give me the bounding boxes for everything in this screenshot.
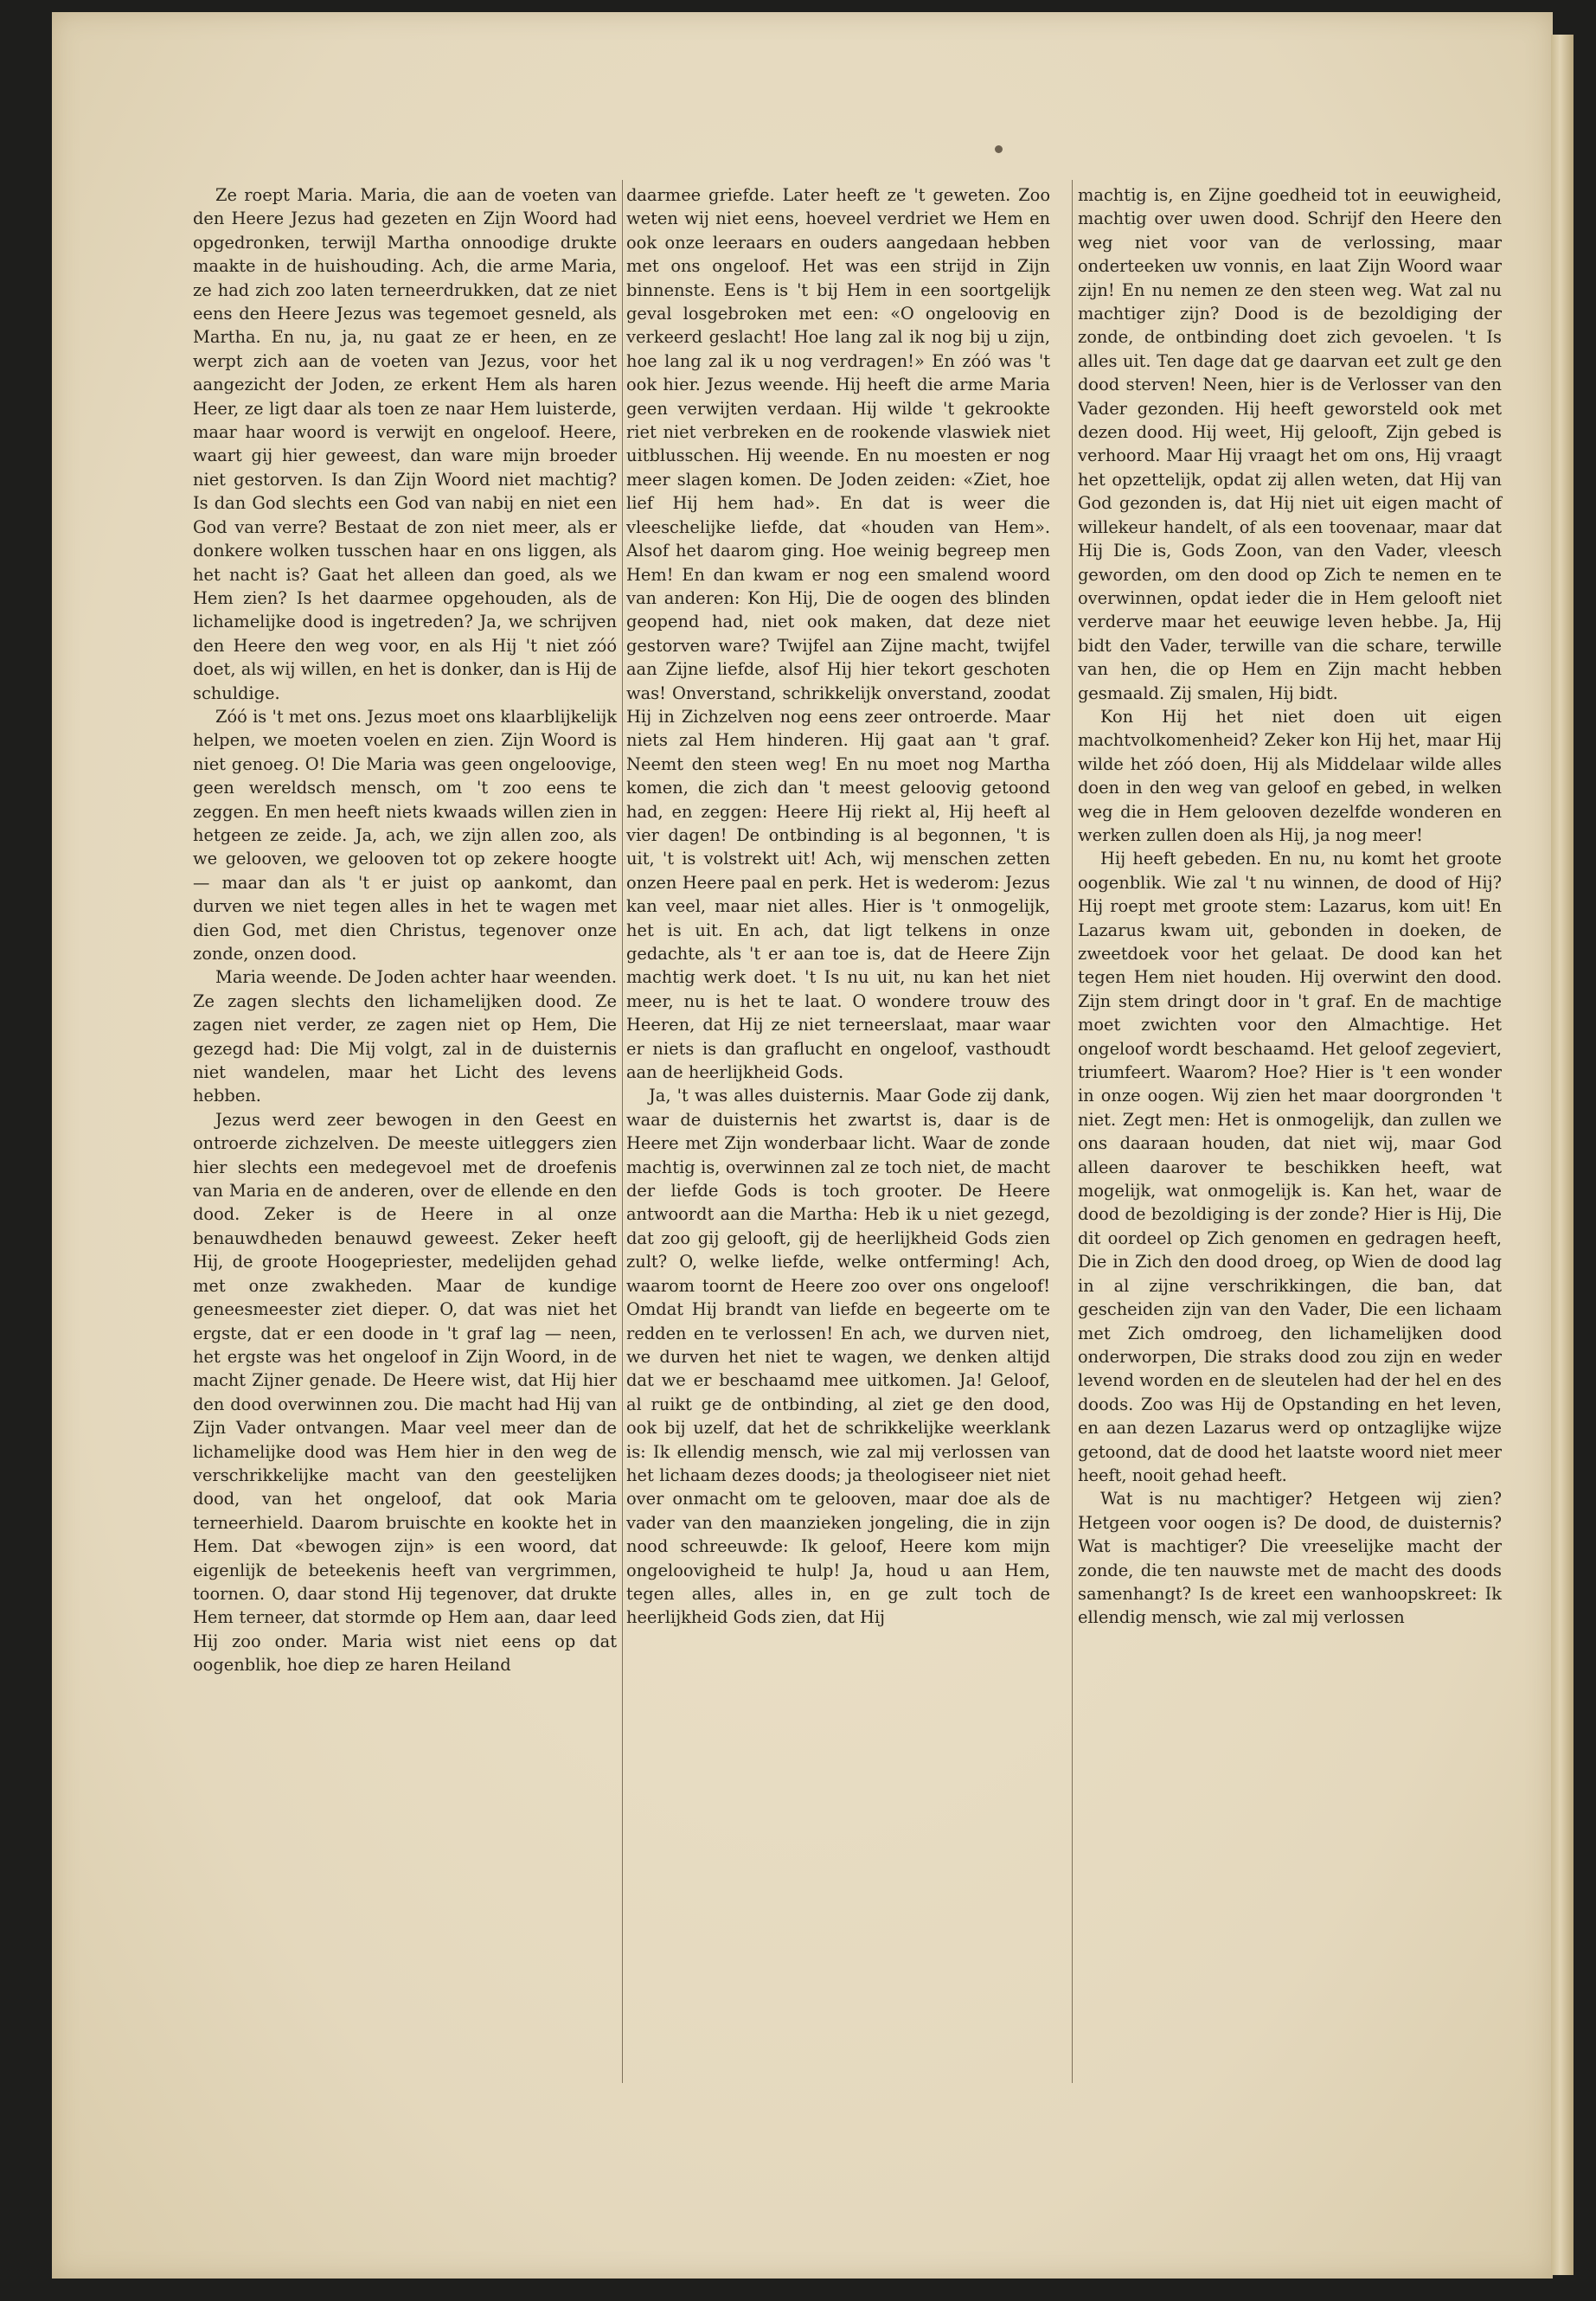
paragraph: machtig is, en Zijne goedheid tot in eeuwigheid, machtig over uwen dood. Schrijf den Heere den weg niet voor van de verlossing, maar onderteeken uw vonnis, en laat Zijn Woord waar zijn! En nu nemen ze den steen weg. Wat zal nu machtiger zijn? Dood is de bezoldiging der zonde, de ontbinding doet zich gevoelen. 't Is alles uit. Ten dage dat ge daarvan eet zult ge den dood sterven! Neen, hier is de Verlosser van den Vader gezonden. Hij heeft geworsteld ook met dezen dood. Hij weet, Hij gelooft, Zijn gebed is verhoord. Maar Hij vraagt het om ons, Hij vraagt het opzettelijk, opdat zij allen weten, dat Hij van God gezonden is, dat Hij niet uit eigen macht of willekeur handelt, of als een toovenaar, maar dat Hij Die is, Gods Zoon, van den Vader, vleesch geworden, om den dood op Zich te nemen en te overwinnen, opdat ieder die in Hem gelooft niet verderve maar het eeuwige leven hebbe. Ja, Hij bidt den Vader, terwille van die schare, terwille van hen, die op Hem en Zijn macht hebben gesmaald. Zij smalen, Hij bidt. — [1078, 185, 1502, 703]
text-column-3 — [1078, 183, 1502, 1630]
text-column-2 — [626, 183, 1050, 1630]
binding-edge — [1551, 35, 1574, 2275]
paragraph: Zóó is 't met ons. Jezus moet ons klaarblijkelijk helpen, we moeten voelen en zien. Zijn Woord is niet genoeg. O! Die Maria was geen ongeloovige, geen wereldsch mensch, om 't zoo eens te zeggen. En men heeft niets kwaads willen zien in hetgeen ze zeide. Ja, ach, we zijn allen zoo, als we gelooven, we gelooven tot op zekere hoogte — maar dan als 't er juist op aankomt, dan durven we niet tegen alles in het te wagen met dien God, met dien Christus, tegenover onze zonde, onzen dood. — [193, 706, 617, 964]
paragraph: Hij heeft gebeden. En nu, nu komt het groote oogenblik. Wie zal 't nu winnen, de dood of Hij? Hij roept met groote stem: Lazarus, kom uit! En Lazarus kwam uit, gebonden in doeken, de zweetdoek voor het gelaat. De dood kan het tegen Hem niet houden. Hij overwint den dood. Zijn stem dringt door in 't graf. En de machtige moet zwichten voor den Almachtige. Het ongeloof wordt beschaamd. Het geloof zegeviert, triumfeert. Waarom? Hoe? Hier is 't een wonder in onze oogen. Wij zien het maar doorgronden 't niet. Zegt men: Het is onmogelijk, dan zullen we ons daaraan houden, dat niet wij, maar God alleen daarover te beschikken heeft, wat mogelijk, wat onmogelijk is. Kan het, waar de dood de bezoldiging is der zonde? Hier is Hij, Die dit oordeel op Zich genomen en gedragen heeft, Die in Zich den dood droeg, op Wien de dood lag in al zijne verschrikkingen, die ban, dat gescheiden zijn van den Vader, Die een lichaam met Zich omdroeg, den lichamelijken dood onderworpen, Die straks dood zou zijn en weder levend worden en de sleutelen had der hel en des doods. Zoo was Hij de Opstanding en het leven, en aan dezen Lazarus werd op ontzaglijke wijze getoond, dat de dood het laatste woord niet meer heeft, nooit gehad heeft. — [1078, 849, 1502, 1485]
paragraph: Jezus werd zeer bewogen in den Geest en ontroerde zichzelven. De meeste uitleggers zien hier slechts een medegevoel met de droefenis van Maria en de anderen, over de ellende en den dood. Zeker is de Heere in al onze benauwdheden benauwd geweest. Zeker heeft Hij, de groote Hoogepriester, medelijden gehad met onze zwakheden. Maar de kundige geneesmeester ziet dieper. O, dat was niet het ergste, dat er een doode in 't graf lag — neen, het ergste was het ongeloof in Zijn Woord, in de macht Zijner genade. De Heere wist, dat Hij hier den dood overwinnen zou. Die macht had Hij van Zijn Vader ontvangen. Maar veel meer dan de lichamelijke dood was Hem hier in den weg de verschrikkelijke macht van den geestelijken dood, van het ongeloof, dat ook Maria terneerhield. Daarom bruischte en kookte het in Hem. Dat «bewogen zijn» is een woord, dat eigenlijk de beteekenis heeft van vergrimmen, toornen. O, daar stond Hij tegenover, dat drukte Hem terneer, dat stormde op Hem aan, daar leed Hij zoo onder. Maria wist niet eens op dat oogenblik, hoe diep ze haren Heiland — [193, 1109, 617, 1676]
paragraph: Maria weende. De Joden achter haar weenden. Ze zagen slechts den lichamelijken dood. Ze zagen niet verder, ze zagen niet op Hem, Die gezegd had: Die Mij volgt, zal in de duisternis niet wandelen, maar het Licht des levens hebben. — [193, 967, 617, 1106]
text-column-1 — [193, 183, 617, 1677]
paragraph: Wat is nu machtiger? Hetgeen wij zien? Hetgeen voor oogen is? De dood, de duisternis? Wat is machtiger? Die vreeselijke macht der zonde, die ten nauwste met de macht des doods samenhangt? Is de kreet een wanhoopskreet: Ik ellendig mensch, wie zal mij verlossen — [1078, 1489, 1502, 1628]
paragraph: Ja, 't was alles duisternis. Maar Gode zij dank, waar de duisternis het zwartst is, daar is de Heere met Zijn wonderbaar licht. Waar de zonde machtig is, overwinnen zal ze toch niet, de macht der liefde Gods is toch grooter. De Heere antwoordt aan die Martha: Heb ik u niet gezegd, dat zoo gij gelooft, gij de heerlijkheid Gods zien zult? O, welke liefde, welke ontferming! Ach, waarom toornt de Heere zoo over ons ongeloof! Omdat Hij brandt van liefde en begeerte om te redden en te verlossen! En ach, we durven niet, we durven het niet te wagen, we denken altijd dat we er beschaamd mee uitkomen. Ja! Geloof, al ruikt ge de ontbinding, al ziet ge den dood, ook bij uzelf, dat het de schrikkelijke weerklank is: Ik ellendig mensch, wie zal mij verlossen van het lichaam dezes doods; ja theologiseer niet niet over onmacht om te gelooven, maar doe als de vader van den maanzieken jongeling, die in zijn nood schreeuwde: Ik geloof, Heere kom mijn ongeloovigheid te hulp! Ja, houd u aan Hem, tegen alles, alles in, en ge zult toch de heerlijkheid Gods zien, dat Hij — [626, 1086, 1050, 1628]
paragraph: daarmee griefde. Later heeft ze 't geweten. Zoo weten wij niet eens, hoeveel verdriet we Hem en ook onze leeraars en ouders aangedaan hebben met ons ongeloof. Het was een strijd in Zijn binnenste. Eens is 't bij Hem in een soortgelijk geval losgebroken met een: «O ongeloovig en verkeerd geslacht! Hoe lang zal ik nog bij u zijn, hoe lang zal ik u nog verdragen!» En zóó was 't ook hier. Jezus weende. Hij heeft die arme Maria geen verwijten verdaan. Hij wilde 't gekrookte riet niet verbreken en de rookende vlaswiek niet uitblusschen. Hij weende. En nu moesten er nog meer slagen komen. De Joden zeiden: «Ziet, hoe lief Hij hem had». En dat is weer die vleeschelijke liefde, dat «houden van Hem». Alsof het daarom ging. Hoe weinig begreep men Hem! En dan kwam er nog een smalend woord van anderen: Kon Hij, Die de oogen des blinden geopend had, niet ook maken, dat deze niet gestorven ware? Twijfel aan Zijne macht, twijfel aan Zijne liefde, alsof Hij hier tekort geschoten was! Onverstand, schrikkelijk onverstand, zoodat Hij in Zichzelven nog eens zeer ontroerde. Maar niets zal Hem hinderen. Hij gaat aan 't graf. Neemt den steen weg! En nu moet nog Martha komen, die zich dan 't meest geloovig getoond had, en zeggen: Heere Hij riekt al, Hij heeft al vier dagen! De ontbinding is al begonnen, 't is uit, 't is volstrekt uit! Ach, wij menschen zetten onzen Heere paal en perk. Het is wederom: Jezus kan veel, maar niet alles. Hier is 't onmogelijk, het is uit. En ach, dat ligt telkens in onze gedachte, als 't er aan toe is, dat de Heere Zijn machtig werk doet. 't Is nu uit, nu kan het niet meer, nu is het te laat. O wondere trouw des Heeren, dat Hij ze niet terneerslaat, maar waar er niets is dan graflucht en ongeloof, vasthoudt aan de heerlijkheid Gods. — [626, 185, 1050, 1083]
paragraph: Ze roept Maria. Maria, die aan de voeten van den Heere Jezus had gezeten en Zijn Woord had opgedronken, terwijl Martha onnoodige drukte maakte in de huishouding. Ach, die arme Maria, ze had zich zoo laten terneerdrukken, dat ze niet eens den Heere Jezus was tegemoet gesneld, als Martha. En nu, ja, nu gaat ze er heen, en ze werpt zich aan de voeten van Jezus, voor het aangezicht der Joden, ze erkent Hem als haren Heer, ze ligt daar als toen ze naar Hem luisterde, maar haar woord is verwijt en ongeloof. Heere, waart gij hier geweest, dan ware mijn broeder niet gestorven. Is dan Zijn Woord niet machtig? Is dan God slechts een God van nabij en niet een God van verre? Bestaat de zon niet meer, als er donkere wolken tusschen haar en ons liggen, als het nacht is? Gaat het alleen dan goed, als we Hem zien? Is het daarmee opgehouden, als de lichamelijke dood is ingetreden? Ja, we schrijven den Heere den weg voor, en als Hij 't niet zóó doet, als wij willen, en het is donker, dan is Hij de schuldige. — [193, 185, 617, 703]
column-divider — [1072, 180, 1073, 2083]
paragraph: Kon Hij het niet doen uit eigen machtvolkomenheid? Zeker kon Hij het, maar Hij wilde het zóó doen, Hij als Middelaar wilde alles doen in den weg van geloof en gebed, in welken weg die in Hem gelooven dezelfde wonderen en werken zullen doen als Hij, ja nog meer! — [1078, 706, 1502, 845]
column-divider — [622, 180, 623, 2083]
page-mark — [995, 145, 1003, 153]
